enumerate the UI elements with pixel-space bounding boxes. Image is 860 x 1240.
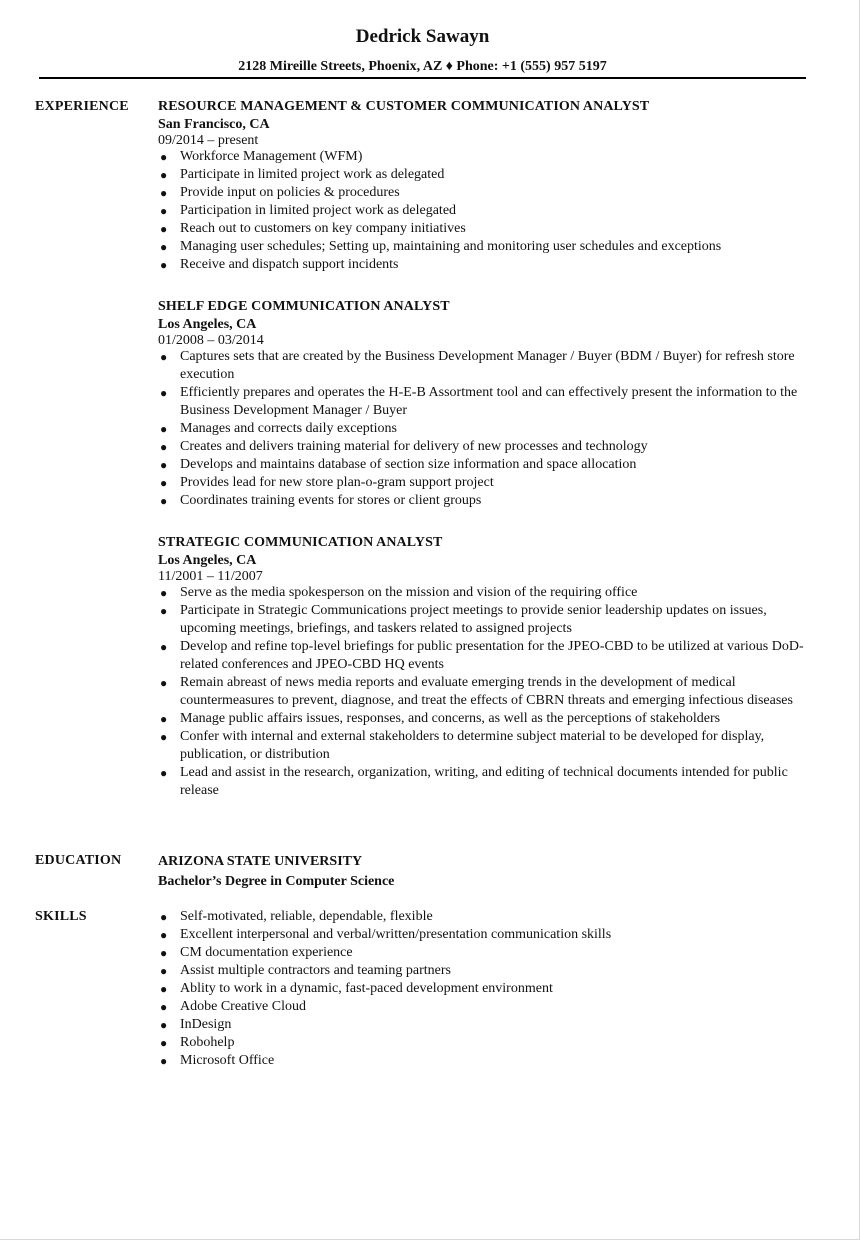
bullet-icon: ● [160, 350, 168, 364]
bullet-icon: ● [160, 946, 168, 960]
bullet-icon: ● [160, 676, 168, 690]
bullet-icon: ● [160, 604, 168, 618]
bullet-icon: ● [160, 586, 168, 600]
list-item [158, 674, 808, 710]
list-item [158, 584, 808, 602]
list-item [158, 166, 808, 184]
bullet-icon: ● [160, 168, 168, 182]
bullet-icon: ● [160, 240, 168, 254]
list-item [158, 962, 808, 980]
job-location: Los Angeles, CA [158, 553, 257, 568]
bullet-icon: ● [160, 222, 168, 236]
bullet-text: Reach out to customers on key company initiatives [180, 221, 466, 236]
bullet-icon: ● [160, 1000, 168, 1014]
bullet-text: Coordinates training events for stores or client groups [180, 493, 482, 508]
job-dates: 11/2001 – 11/2007 [158, 569, 263, 584]
bullet-icon: ● [160, 964, 168, 978]
bullet-text: Receive and dispatch support incidents [180, 257, 399, 272]
list-item [158, 420, 808, 438]
job-entry [158, 98, 808, 274]
bullet-text: Develops and maintains database of section size information and space allocation [180, 457, 637, 472]
bullet-text: Confer with internal and external stakeholders to determine subject material to be developed for display, publication, or distribution [180, 729, 765, 762]
job-entry [158, 534, 808, 800]
job-dates: 09/2014 – present [158, 133, 259, 148]
experience-heading: EXPERIENCE [35, 99, 129, 114]
bullet-icon: ● [160, 494, 168, 508]
experience-list [158, 98, 808, 800]
bullet-icon: ● [160, 910, 168, 924]
degree: Bachelor’s Degree in Computer Science [158, 874, 395, 889]
bullet-icon: ● [160, 458, 168, 472]
list-item [158, 710, 808, 728]
list-item [158, 202, 808, 220]
job-title: RESOURCE MANAGEMENT & CUSTOMER COMMUNICATION ANALYST [158, 99, 650, 114]
bullet-text: Lead and assist in the research, organization, writing, and editing of technical documents intended for public release [180, 765, 788, 798]
job-dates: 01/2008 – 03/2014 [158, 333, 264, 348]
skills-list [158, 908, 808, 1070]
bullet-icon: ● [160, 1054, 168, 1068]
job-title: SHELF EDGE COMMUNICATION ANALYST [158, 299, 450, 314]
skill-text: Assist multiple contractors and teaming partners [180, 963, 451, 978]
job-bullets [158, 148, 808, 274]
skill-text: InDesign [180, 1017, 232, 1032]
list-item [158, 908, 808, 926]
job-location: Los Angeles, CA [158, 317, 257, 332]
bullet-text: Participate in Strategic Communications project meetings to provide senior leadership updates on issues, upcoming meetings, briefings, and taskers related to assigned projects [180, 603, 767, 636]
list-item [158, 944, 808, 962]
job-entry [158, 298, 808, 510]
bullet-icon: ● [160, 258, 168, 272]
list-item [158, 438, 808, 456]
list-item [158, 1034, 808, 1052]
list-item [158, 638, 808, 674]
bullet-icon: ● [160, 186, 168, 200]
bullet-text: Remain abreast of news media reports and evaluate emerging trends in the development of medical countermeasures to prevent, diagnose, and treat the effects of CBRN threats and emerging infectious diseases [180, 675, 793, 708]
job-bullets [158, 584, 808, 800]
list-item [158, 184, 808, 202]
list-item [158, 348, 808, 384]
bullet-icon: ● [160, 982, 168, 996]
job-bullets [158, 348, 808, 510]
bullet-icon: ● [160, 386, 168, 400]
bullet-icon: ● [160, 766, 168, 780]
skill-text: Excellent interpersonal and verbal/written/presentation communication skills [180, 927, 612, 942]
bullet-text: Participation in limited project work as delegated [180, 203, 457, 218]
list-item [158, 456, 808, 474]
education-heading: EDUCATION [35, 853, 122, 868]
list-item [158, 238, 808, 256]
skill-text: CM documentation experience [180, 945, 353, 960]
list-item [158, 384, 808, 420]
bullet-text: Workforce Management (WFM) [180, 149, 363, 164]
header-divider [39, 77, 806, 79]
skill-text: Robohelp [180, 1035, 235, 1050]
bullet-text: Captures sets that are created by the Business Development Manager / Buyer (BDM / Buyer) for refresh store execution [180, 349, 795, 382]
bullet-text: Participate in limited project work as delegated [180, 167, 445, 182]
bullet-text: Managing user schedules; Setting up, maintaining and monitoring user schedules and exceptions [180, 239, 722, 254]
school-name: ARIZONA STATE UNIVERSITY [158, 854, 363, 869]
bullet-icon: ● [160, 422, 168, 436]
skills-heading: SKILLS [35, 909, 87, 924]
education-body [158, 852, 808, 892]
bullet-text: Creates and delivers training material for delivery of new processes and technology [180, 439, 648, 454]
list-item [158, 728, 808, 764]
bullet-icon: ● [160, 712, 168, 726]
bullet-icon: ● [160, 730, 168, 744]
list-item [158, 148, 808, 166]
bullet-icon: ● [160, 476, 168, 490]
list-item [158, 980, 808, 998]
bullet-text: Provide input on policies & procedures [180, 185, 400, 200]
bullet-text: Manage public affairs issues, responses, and concerns, as well as the perceptions of stakeholders [180, 711, 721, 726]
list-item [158, 474, 808, 492]
skills-body [158, 908, 808, 1070]
list-item [158, 492, 808, 510]
bullet-icon: ● [160, 440, 168, 454]
bullet-icon: ● [160, 150, 168, 164]
list-item [158, 1052, 808, 1070]
skill-text: Ablity to work in a dynamic, fast-paced development environment [180, 981, 553, 996]
bullet-icon: ● [160, 204, 168, 218]
skill-text: Self-motivated, reliable, dependable, flexible [180, 909, 433, 924]
list-item [158, 764, 808, 800]
bullet-icon: ● [160, 1018, 168, 1032]
list-item [158, 220, 808, 238]
bullet-text: Efficiently prepares and operates the H-E-B Assortment tool and can effectively present the information to the Business Development Manager / Buyer [180, 385, 798, 418]
job-title: STRATEGIC COMMUNICATION ANALYST [158, 535, 443, 550]
bullet-text: Provides lead for new store plan-o-gram support project [180, 475, 494, 490]
list-item [158, 926, 808, 944]
skill-text: Microsoft Office [180, 1053, 275, 1068]
bullet-text: Serve as the media spokesperson on the mission and vision of the requiring office [180, 585, 638, 600]
bullet-icon: ● [160, 640, 168, 654]
list-item [158, 602, 808, 638]
bullet-icon: ● [160, 1036, 168, 1050]
list-item [158, 1016, 808, 1034]
bullet-icon: ● [160, 928, 168, 942]
bullet-text: Develop and refine top-level briefings for public presentation for the JPEO-CBD to be utilized at various DoD-related conferences and JPEO-CBD HQ events [180, 639, 804, 672]
job-location: San Francisco, CA [158, 117, 270, 132]
contact-line: 2128 Mireille Streets, Phoenix, AZ ♦ Phone: +1 (555) 957 5197 [238, 59, 607, 74]
skill-text: Adobe Creative Cloud [180, 999, 306, 1014]
candidate-name: Dedrick Sawayn [355, 26, 490, 47]
bullet-text: Manages and corrects daily exceptions [180, 421, 397, 436]
list-item [158, 256, 808, 274]
list-item [158, 998, 808, 1016]
